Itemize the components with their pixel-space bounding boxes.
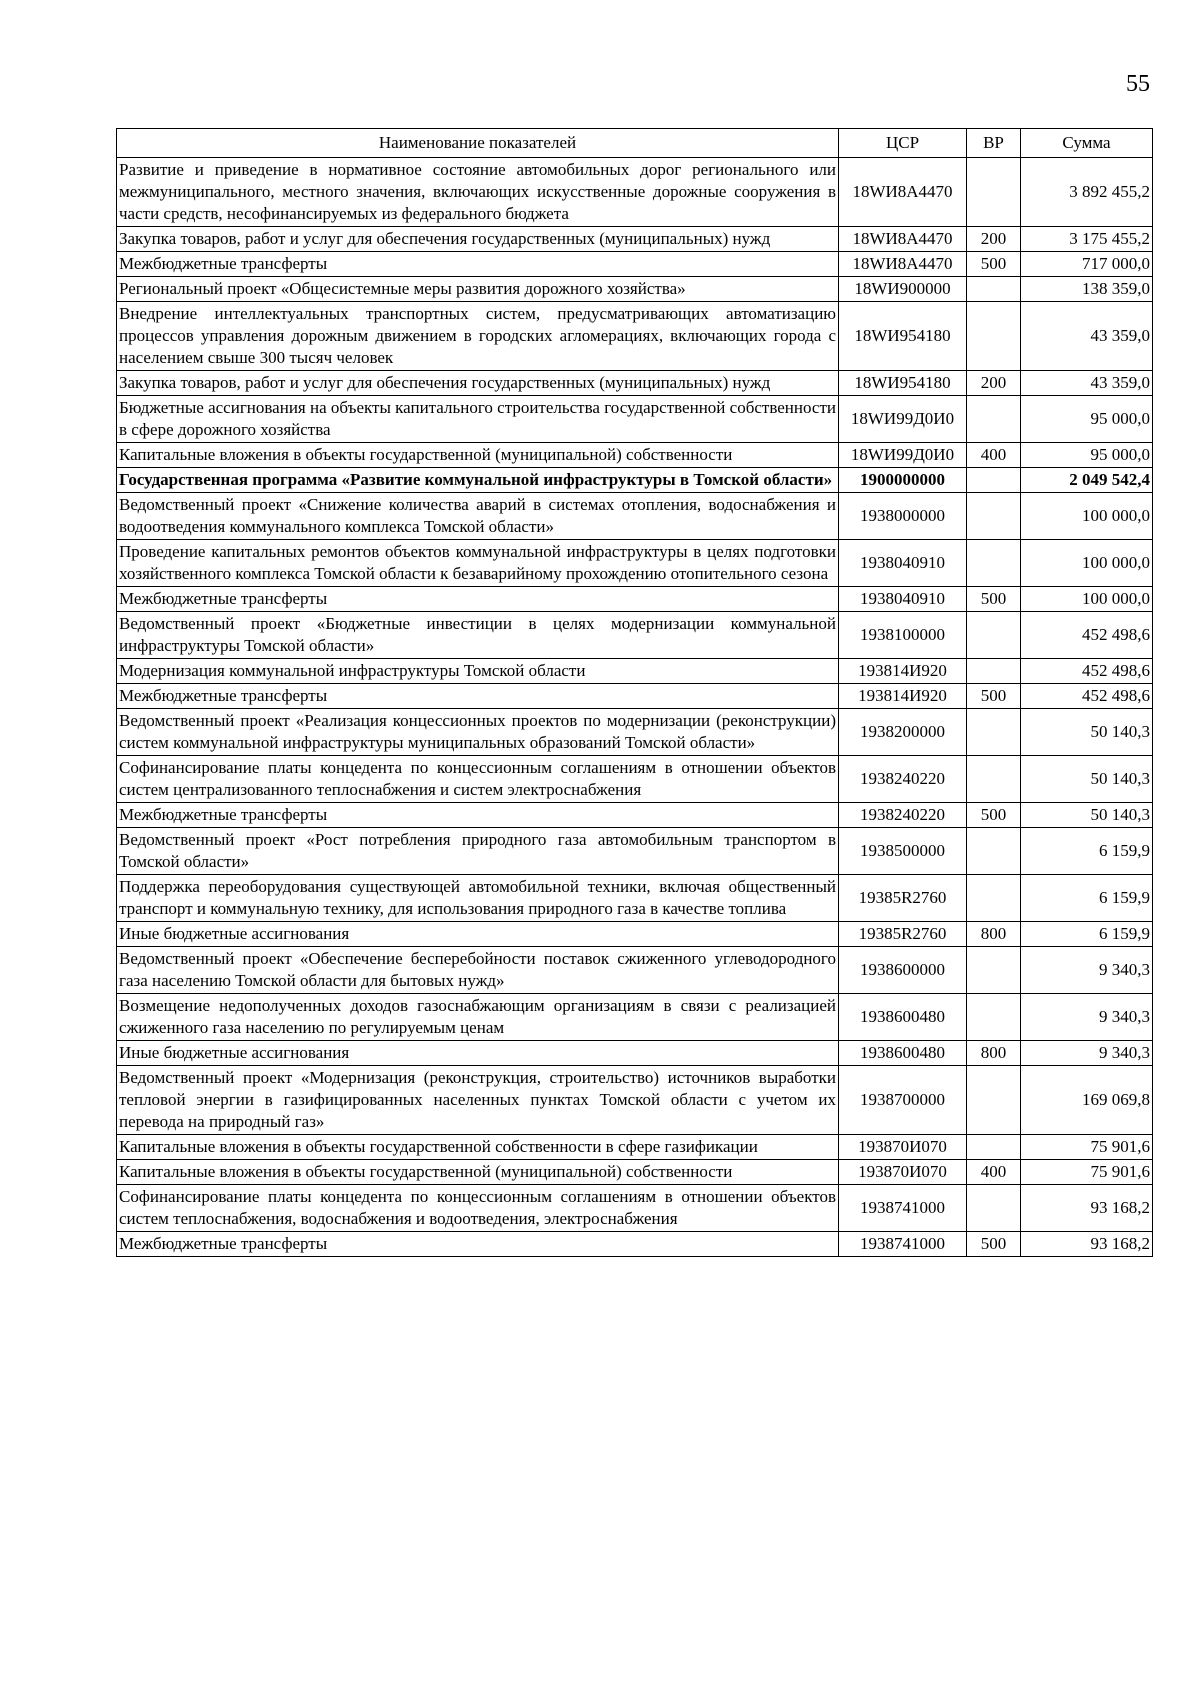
cell-vr: 500 (967, 803, 1021, 828)
cell-vr (967, 947, 1021, 994)
cell-vr (967, 540, 1021, 587)
cell-csr: 1938040910 (839, 587, 967, 612)
cell-name: Возмещение недополученных доходов газоснабжающим организациям в связи с реализацией сжиженного газа населению по регулируемым ценам (117, 994, 839, 1041)
cell-name: Региональный проект «Общесистемные меры развития дорожного хозяйства» (117, 277, 839, 302)
table-row (117, 158, 1153, 227)
cell-name: Закупка товаров, работ и услуг для обеспечения государственных (муниципальных) нужд (117, 371, 839, 396)
cell-name: Развитие и приведение в нормативное состояние автомобильных дорог регионального или межмуниципального, местного значения, включающих искусственные дорожные сооружения в части средств, несофинансируемых из федерального бюджета (117, 158, 839, 227)
cell-sum: 93 168,2 (1021, 1232, 1153, 1257)
cell-csr: 18WИ8А4470 (839, 252, 967, 277)
cell-csr: 1938000000 (839, 493, 967, 540)
cell-vr (967, 756, 1021, 803)
table-row (117, 612, 1153, 659)
cell-csr: 1900000000 (839, 468, 967, 493)
cell-vr (967, 396, 1021, 443)
table-row (117, 1066, 1153, 1135)
cell-vr: 200 (967, 371, 1021, 396)
cell-sum: 93 168,2 (1021, 1185, 1153, 1232)
cell-name: Ведомственный проект «Снижение количества аварий в системах отопления, водоснабжения и водоотведения коммунального комплекса Томской области» (117, 493, 839, 540)
cell-name: Ведомственный проект «Рост потребления природного газа автомобильным транспортом в Томской области» (117, 828, 839, 875)
table-row (117, 540, 1153, 587)
cell-csr: 18WИ8А4470 (839, 227, 967, 252)
cell-sum: 3 892 455,2 (1021, 158, 1153, 227)
cell-sum: 95 000,0 (1021, 396, 1153, 443)
cell-name: Межбюджетные трансферты (117, 252, 839, 277)
budget-table (116, 128, 1153, 1257)
header-csr: ЦСР (839, 129, 967, 158)
cell-name: Софинансирование платы концедента по концессионным соглашениям в отношении объектов систем теплоснабжения, водоснабжения и водоотведения, электроснабжения (117, 1185, 839, 1232)
table-row (117, 443, 1153, 468)
cell-name: Капитальные вложения в объекты государственной собственности в сфере газификации (117, 1135, 839, 1160)
table-row (117, 302, 1153, 371)
cell-sum: 43 359,0 (1021, 371, 1153, 396)
cell-name: Ведомственный проект «Модернизация (реконструкция, строительство) источников выработки тепловой энергии в газифицированных населенных пунктах Томской области с учетом их перевода на природный газ» (117, 1066, 839, 1135)
cell-csr: 18WИ99Д0И0 (839, 396, 967, 443)
cell-sum: 75 901,6 (1021, 1160, 1153, 1185)
table-row (117, 875, 1153, 922)
cell-sum: 95 000,0 (1021, 443, 1153, 468)
cell-vr (967, 158, 1021, 227)
cell-sum: 50 140,3 (1021, 803, 1153, 828)
cell-vr (967, 828, 1021, 875)
cell-sum: 3 175 455,2 (1021, 227, 1153, 252)
cell-csr: 193870И070 (839, 1160, 967, 1185)
cell-vr: 500 (967, 587, 1021, 612)
table-row (117, 684, 1153, 709)
cell-sum: 9 340,3 (1021, 1041, 1153, 1066)
cell-vr: 500 (967, 684, 1021, 709)
cell-name: Иные бюджетные ассигнования (117, 1041, 839, 1066)
cell-csr: 1938500000 (839, 828, 967, 875)
cell-vr (967, 1135, 1021, 1160)
cell-vr (967, 612, 1021, 659)
cell-sum: 2 049 542,4 (1021, 468, 1153, 493)
cell-name: Межбюджетные трансферты (117, 1232, 839, 1257)
cell-sum: 717 000,0 (1021, 252, 1153, 277)
cell-sum: 138 359,0 (1021, 277, 1153, 302)
cell-csr: 19385R2760 (839, 922, 967, 947)
cell-csr: 18WИ954180 (839, 302, 967, 371)
cell-csr: 193814И920 (839, 684, 967, 709)
table-row (117, 947, 1153, 994)
cell-name: Межбюджетные трансферты (117, 684, 839, 709)
cell-vr (967, 277, 1021, 302)
cell-csr: 1938240220 (839, 756, 967, 803)
cell-name: Проведение капитальных ремонтов объектов коммунальной инфраструктуры в целях подготовки хозяйственного комплекса Томской области к безаварийному прохождению отопительного сезона (117, 540, 839, 587)
table-body (117, 158, 1153, 1257)
cell-name: Поддержка переоборудования существующей автомобильной техники, включая общественный транспорт и коммунальную технику, для использования природного газа в качестве топлива (117, 875, 839, 922)
table-row (117, 659, 1153, 684)
cell-csr: 193814И920 (839, 659, 967, 684)
cell-csr: 1938040910 (839, 540, 967, 587)
cell-csr: 19385R2760 (839, 875, 967, 922)
table-row (117, 1232, 1153, 1257)
cell-csr: 1938741000 (839, 1232, 967, 1257)
cell-name: Ведомственный проект «Обеспечение бесперебойности поставок сжиженного углеводородного газа населению Томской области для бытовых нужд» (117, 947, 839, 994)
page-number: 55 (1126, 71, 1150, 97)
cell-sum: 100 000,0 (1021, 540, 1153, 587)
cell-vr: 500 (967, 1232, 1021, 1257)
cell-sum: 9 340,3 (1021, 994, 1153, 1041)
cell-name: Внедрение интеллектуальных транспортных систем, предусматривающих автоматизацию процессов управления дорожным движением в городских агломерациях, включающих города с населением свыше 300 тысяч человек (117, 302, 839, 371)
cell-sum: 75 901,6 (1021, 1135, 1153, 1160)
cell-sum: 452 498,6 (1021, 684, 1153, 709)
cell-sum: 43 359,0 (1021, 302, 1153, 371)
table-row (117, 587, 1153, 612)
cell-name: Государственная программа «Развитие коммунальной инфраструктуры в Томской области» (117, 468, 839, 493)
table-row (117, 252, 1153, 277)
cell-csr: 1938741000 (839, 1185, 967, 1232)
table-row (117, 227, 1153, 252)
cell-vr: 400 (967, 1160, 1021, 1185)
cell-vr (967, 659, 1021, 684)
cell-csr: 193870И070 (839, 1135, 967, 1160)
cell-name: Модернизация коммунальной инфраструктуры Томской области (117, 659, 839, 684)
cell-sum: 9 340,3 (1021, 947, 1153, 994)
table-row (117, 1160, 1153, 1185)
table-row (117, 1135, 1153, 1160)
cell-name: Ведомственный проект «Бюджетные инвестиции в целях модернизации коммунальной инфраструктуры Томской области» (117, 612, 839, 659)
table-row (117, 828, 1153, 875)
cell-vr (967, 709, 1021, 756)
cell-vr: 800 (967, 1041, 1021, 1066)
header-name: Наименование показателей (117, 129, 839, 158)
cell-csr: 18WИ900000 (839, 277, 967, 302)
table-row (117, 371, 1153, 396)
cell-name: Бюджетные ассигнования на объекты капитального строительства государственной собственности в сфере дорожного хозяйства (117, 396, 839, 443)
table-row (117, 493, 1153, 540)
table-row (117, 277, 1153, 302)
cell-sum: 6 159,9 (1021, 922, 1153, 947)
table-row (117, 1041, 1153, 1066)
cell-vr (967, 1066, 1021, 1135)
cell-name: Капитальные вложения в объекты государственной (муниципальной) собственности (117, 443, 839, 468)
table-row (117, 803, 1153, 828)
cell-csr: 1938100000 (839, 612, 967, 659)
cell-name: Закупка товаров, работ и услуг для обеспечения государственных (муниципальных) нужд (117, 227, 839, 252)
cell-vr: 200 (967, 227, 1021, 252)
table-row (117, 756, 1153, 803)
header-vr: ВР (967, 129, 1021, 158)
cell-csr: 18WИ8А4470 (839, 158, 967, 227)
table-header-row (117, 129, 1153, 158)
cell-sum: 100 000,0 (1021, 493, 1153, 540)
cell-csr: 1938600480 (839, 994, 967, 1041)
cell-vr: 500 (967, 252, 1021, 277)
cell-csr: 18WИ954180 (839, 371, 967, 396)
cell-vr: 800 (967, 922, 1021, 947)
cell-csr: 1938240220 (839, 803, 967, 828)
cell-vr (967, 1185, 1021, 1232)
cell-csr: 1938700000 (839, 1066, 967, 1135)
cell-csr: 1938200000 (839, 709, 967, 756)
cell-csr: 18WИ99Д0И0 (839, 443, 967, 468)
cell-vr (967, 994, 1021, 1041)
cell-vr (967, 493, 1021, 540)
cell-sum: 6 159,9 (1021, 875, 1153, 922)
cell-vr (967, 302, 1021, 371)
table-row (117, 396, 1153, 443)
cell-vr: 400 (967, 443, 1021, 468)
table-row (117, 922, 1153, 947)
cell-sum: 50 140,3 (1021, 709, 1153, 756)
cell-name: Иные бюджетные ассигнования (117, 922, 839, 947)
cell-sum: 169 069,8 (1021, 1066, 1153, 1135)
table-row (117, 1185, 1153, 1232)
cell-csr: 1938600000 (839, 947, 967, 994)
table-row (117, 468, 1153, 493)
cell-sum: 452 498,6 (1021, 612, 1153, 659)
cell-name: Софинансирование платы концедента по концессионным соглашениям в отношении объектов систем централизованного теплоснабжения и систем электроснабжения (117, 756, 839, 803)
cell-vr (967, 875, 1021, 922)
cell-sum: 100 000,0 (1021, 587, 1153, 612)
cell-sum: 452 498,6 (1021, 659, 1153, 684)
table-row (117, 994, 1153, 1041)
cell-name: Ведомственный проект «Реализация концессионных проектов по модернизации (реконструкции) систем коммунальной инфраструктуры муниципальных образований Томской области» (117, 709, 839, 756)
cell-sum: 50 140,3 (1021, 756, 1153, 803)
cell-sum: 6 159,9 (1021, 828, 1153, 875)
table-row (117, 709, 1153, 756)
cell-name: Капитальные вложения в объекты государственной (муниципальной) собственности (117, 1160, 839, 1185)
cell-name: Межбюджетные трансферты (117, 803, 839, 828)
cell-csr: 1938600480 (839, 1041, 967, 1066)
header-sum: Сумма (1021, 129, 1153, 158)
cell-name: Межбюджетные трансферты (117, 587, 839, 612)
cell-vr (967, 468, 1021, 493)
